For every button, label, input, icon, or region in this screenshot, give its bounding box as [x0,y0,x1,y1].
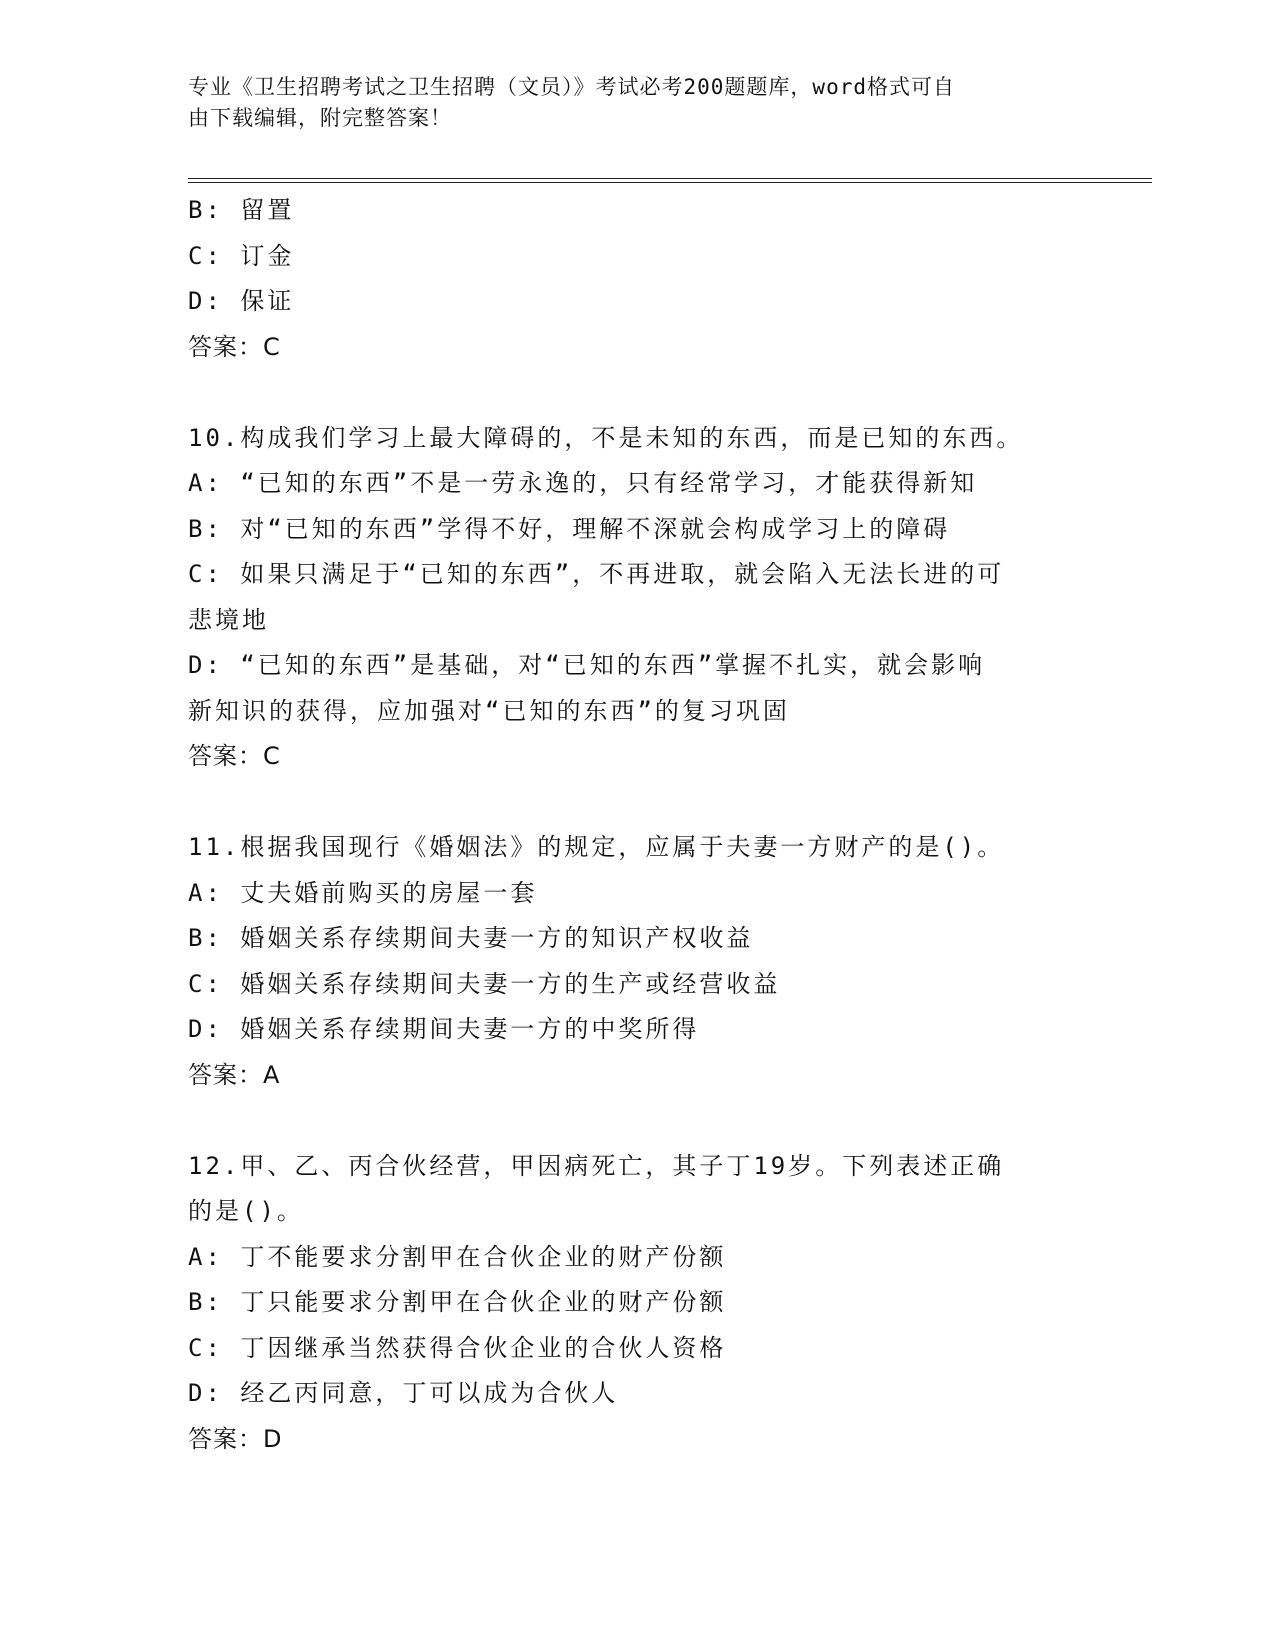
question-9-tail [188,188,1088,370]
option-a: A: “已知的东西”不是一劳永逸的，只有经常学习，才能获得新知 [188,469,978,497]
question-12 [188,1144,1088,1463]
spacer [188,370,1088,416]
answer-line: 答案：D [188,1424,283,1453]
option-b: B: 留置 [188,196,295,224]
header-divider-top [188,178,1152,179]
answer-line: 答案：C [188,742,281,770]
header-divider-bottom [188,182,1152,183]
answer-line: 答案：C [188,332,281,361]
option-d: D: “已知的东西”是基础，对“已知的东西”掌握不扎实，就会影响 [188,651,986,679]
option-b: B: 丁只能要求分割甲在合伙企业的财产份额 [188,1288,727,1316]
option-d-continued: 新知识的获得，应加强对“已知的东西”的复习巩固 [188,696,790,725]
option-c: C: 丁因继承当然获得合伙企业的合伙人资格 [188,1333,727,1362]
option-a: A: 丈夫婚前购买的房屋一套 [188,878,538,907]
header-line-2: 由下载编辑，附完整答案！ [188,106,452,130]
option-a: A: 丁不能要求分割甲在合伙企业的财产份额 [188,1242,727,1271]
question-text: 10.构成我们学习上最大障碍的，不是未知的东西，而是已知的东西。 [188,423,1024,452]
document-header [188,72,1068,134]
option-d: D: 保证 [188,287,295,315]
question-text: 12.甲、乙、丙合伙经营，甲因病死亡，其子丁19岁。下列表述正确 [188,1151,1005,1180]
option-b: B: 婚姻关系存续期间夫妻一方的知识产权收益 [188,924,754,952]
answer-line: 答案：A [188,1060,281,1089]
option-c: C: 如果只满足于“已知的东西”，不再进取，就会陷入无法长进的可 [188,560,1005,588]
option-c: C: 订金 [188,241,295,270]
option-d: D: 经乙丙同意，丁可以成为合伙人 [188,1379,619,1407]
question-text: 11.根据我国现行《婚姻法》的规定，应属于夫妻一方财产的是()。 [188,833,1005,861]
header-line-1: 专业《卫生招聘考试之卫生招聘（文员）》考试必考200题题库，word格式可自 [188,75,955,99]
question-10 [188,416,1088,780]
question-11 [188,825,1088,1098]
spacer [188,780,1088,826]
option-c: C: 婚姻关系存续期间夫妻一方的生产或经营收益 [188,969,781,998]
option-c-continued: 悲境地 [188,605,269,634]
question-text-continued: 的是()。 [188,1197,304,1225]
option-b: B: 对“已知的东西”学得不好，理解不深就会构成学习上的障碍 [188,514,951,543]
question-list [188,188,1088,1462]
spacer [188,1098,1088,1144]
option-d: D: 婚姻关系存续期间夫妻一方的中奖所得 [188,1015,700,1043]
